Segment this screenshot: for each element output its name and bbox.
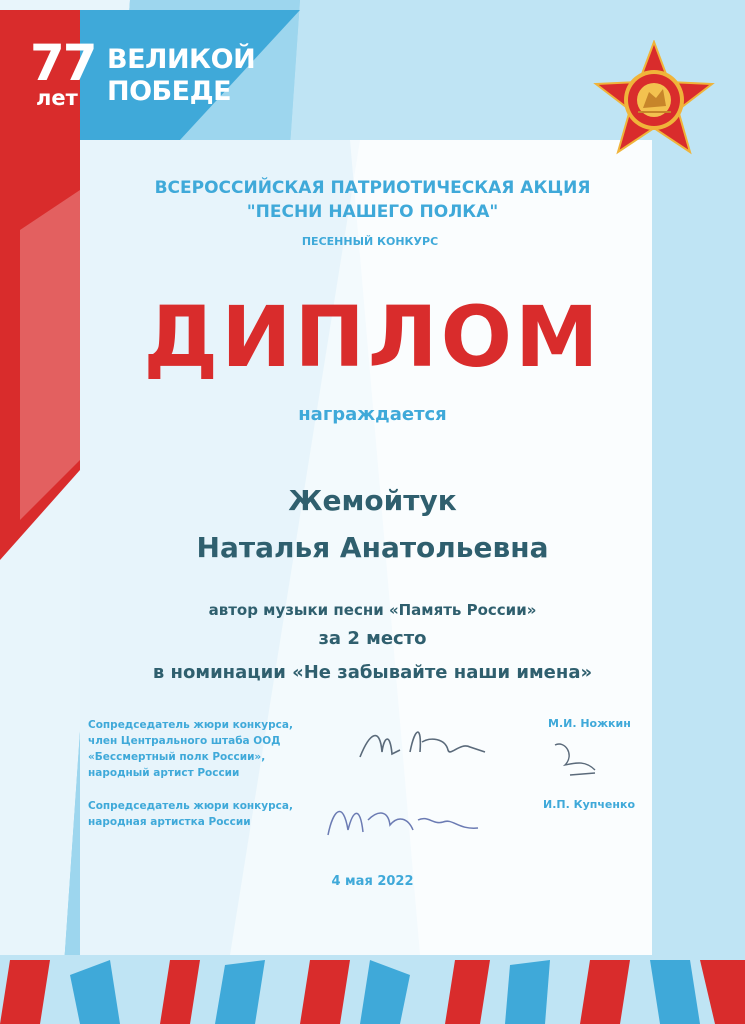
- badge-line-1: ВЕЛИКОЙ: [107, 44, 256, 75]
- badge-line-2: ПОБЕДЕ: [107, 76, 232, 107]
- header-line-1: ВСЕРОССИЙСКАЯ ПАТРИОТИЧЕСКАЯ АКЦИЯ: [154, 178, 591, 198]
- badge-title: [107, 44, 255, 108]
- recipient-surname: Жемойтук: [288, 484, 457, 517]
- issue-date: 4 мая 2022: [331, 874, 414, 889]
- badge-number: 77: [30, 34, 96, 92]
- red-star-emblem-icon: [593, 40, 715, 158]
- signature-1-image: [350, 712, 500, 772]
- recipient-name: Наталья Анатольевна: [196, 531, 549, 564]
- badge-unit: лет: [36, 86, 78, 110]
- contest-label: ПЕСЕННЫЙ КОНКУРС: [301, 235, 439, 248]
- signatory-2-role: Сопредседатель жюри конкурса, народная артистка России: [88, 800, 293, 828]
- diploma-title: ДИПЛОМ: [143, 288, 602, 386]
- signatory-2-name: И.П. Купченко: [543, 798, 635, 811]
- awarded-label: награждается: [298, 404, 447, 425]
- detail-nomination: в номинации «Не забывайте наши имена»: [152, 662, 593, 683]
- signature-2-image: [318, 790, 498, 845]
- detail-song: автор музыки песни «Память России»: [208, 601, 537, 619]
- header-line-2: "ПЕСНИ НАШЕГО ПОЛКА": [246, 202, 499, 222]
- signatory-1-role: Сопредседатель жюри конкурса, член Центрального штаба ООД «Бессмертный полк России», народный артист России: [88, 719, 293, 779]
- header-title: [80, 176, 665, 224]
- signature-1b-image: [550, 735, 610, 780]
- detail-place: за 2 место: [318, 628, 427, 649]
- signatory-1-name: М.И. Ножкин: [548, 717, 631, 730]
